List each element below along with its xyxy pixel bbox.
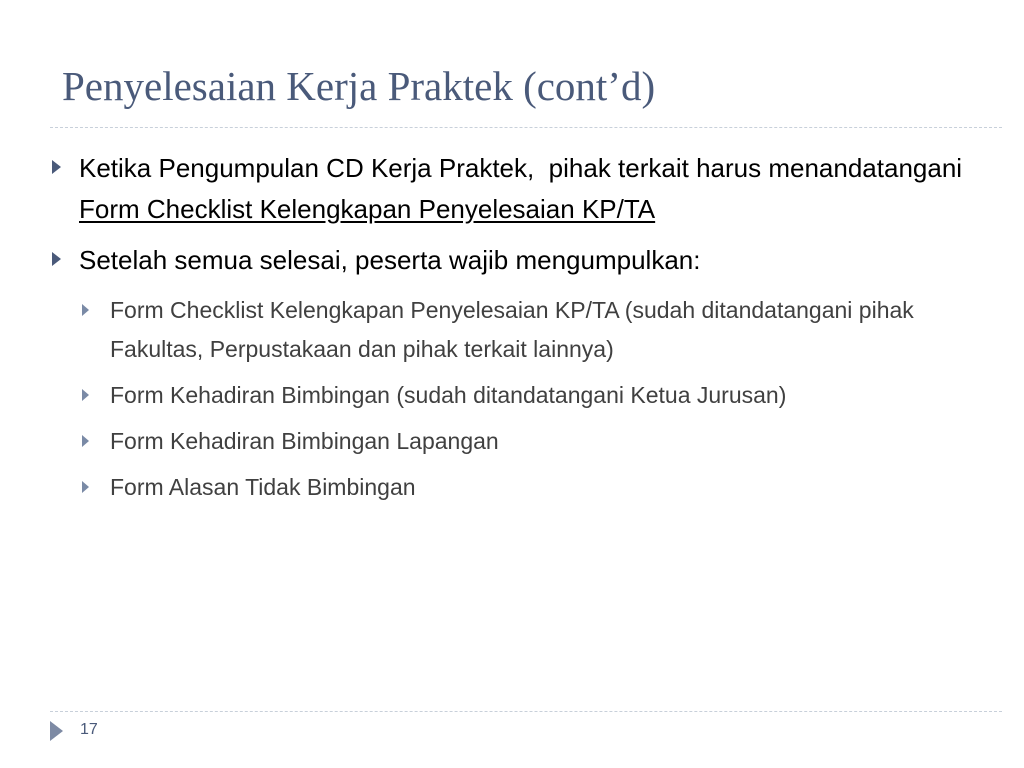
sub-bullet-arrow-icon — [82, 481, 89, 493]
title-divider — [50, 127, 1002, 128]
slide-body — [50, 148, 970, 514]
sub-bullet-arrow-icon — [82, 389, 89, 401]
sub-bullet-item-4-text: Form Alasan Tidak Bimbingan — [110, 474, 416, 500]
form-checklist-link[interactable]: Form Checklist Kelengkapan Penyelesaian KP/TA — [79, 194, 656, 224]
page-number: 17 — [80, 721, 98, 738]
sub-bullet-item-2 — [80, 376, 970, 415]
bullet-arrow-icon — [52, 252, 61, 266]
sub-bullet-item-1-text: Form Checklist Kelengkapan Penyelesaian KP/TA (sudah ditandatangani pihak Fakultas, Perpustakaan dan pihak terkait lainnya) — [110, 297, 914, 362]
bullet-arrow-icon — [52, 160, 61, 174]
sub-bullet-item-3 — [80, 422, 970, 461]
footer-arrow-icon — [50, 721, 63, 741]
sub-bullet-item-1 — [80, 291, 970, 369]
sub-bullet-item-3-text: Form Kehadiran Bimbingan Lapangan — [110, 428, 499, 454]
bullet-item-2-text: Setelah semua selesai, peserta wajib mengumpulkan: — [79, 245, 701, 275]
sub-bullet-item-2-text: Form Kehadiran Bimbingan (sudah ditandatangani Ketua Jurusan) — [110, 382, 787, 408]
sub-bullet-item-4 — [80, 468, 970, 507]
sub-bullet-arrow-icon — [82, 304, 89, 316]
sub-bullet-arrow-icon — [82, 435, 89, 447]
bullet-item-1 — [50, 148, 970, 230]
bullet-item-1-text: Ketika Pengumpulan CD Kerja Praktek, pihak terkait harus menandatangani — [79, 153, 970, 183]
bullet-item-2 — [50, 240, 970, 281]
slide-title: Penyelesaian Kerja Praktek (cont’d) — [62, 63, 656, 109]
footer-divider — [50, 711, 1002, 712]
